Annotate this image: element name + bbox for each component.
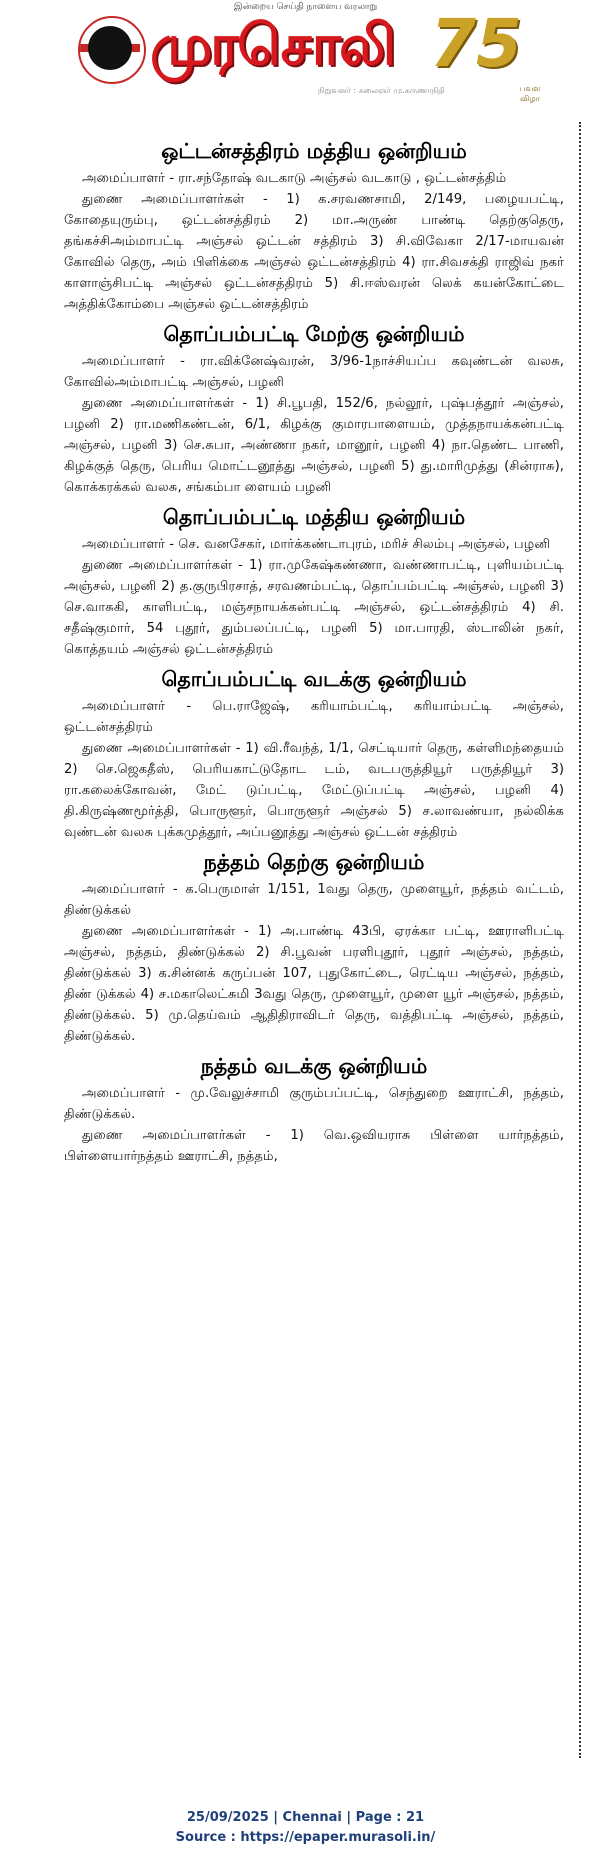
organizer-paragraph: அமைப்பாளர் - ரா.விக்னேஷ்வரன், 3/96-1நாச்சியப்ப கவுண்டன் வலசு, கோவில்அம்மாபட்டி அஞ்சல், பழனி — [64, 354, 564, 390]
party-emblem-logo — [78, 16, 146, 84]
section-heading: நத்தம் தெற்கு ஒன்றியம் — [203, 850, 425, 874]
masthead — [0, 0, 611, 112]
organizer-paragraph: அமைப்பாளர் - ரா.சந்தோஷ் வடகாடு அஞ்சல் வடகாடு , ஒட்டன்சத்திம் — [82, 171, 507, 186]
deputy-organizers-paragraph: துணை அமைப்பாளர்கள் - 1) ரா.முகேஷ்கண்ணா, வண்ணாபட்டி, புளியம்பட்டி அஞ்சல், பழனி 2) த.குருபிரசாத், சரவணம்பட்டி, தொப்பம்பட்டி அஞ்சல், பழனி 3) செ.வாசுகி, காளிபட்டி, மஞ்சநாயக்கன்பட்டி அஞ்சல், ஒட்டன்சத்திரம் 4) சி. சதீஷ்குமார், 54 புதூர், தும்பலப்பட்டி, பழனி 5) மா.பாரதி, ஸ்டாலின் நகர், கொத்தயம் அஞ்சல் ஒட்டன்சத்திரம் — [64, 558, 564, 657]
newspaper-title: முரசொலி — [150, 13, 394, 78]
section-heading: தொப்பம்பட்டி மேற்கு ஒன்றியம் — [163, 322, 465, 346]
deputy-organizers-paragraph: துணை அமைப்பாளர்கள் - 1) அ.பாண்டி 43பி, ஏரக்கா பட்டி, ஊராளிபட்டி அஞ்சல், நத்தம், திண்டுக்கல் 2) சி.பூவன் பரளிபுதூர், புதூர் அஞ்சல், நத்தம், திண்டுக்கல் 3) க.சின்னக் கருப்பன் 107, புதுகோட்டை, ரெட்டிய அஞ்சல், நத்தம், திண் டுக்கல் 4) ச.மகாலெட்சுமி 3வது தெரு, முளையூர், முளை யூர் அஞ்சல், நத்தம், திண்டுக்கல். 5) மு.தெய்வம் ஆதிதிராவிடர் தெரு, வத்திபட்டி அஞ்சல், நத்தம், திண்டுக்கல். — [64, 924, 564, 1044]
dateline: 25/09/2025 | Chennai | Page : 21 — [186, 1810, 425, 1825]
right-dotted-border — [579, 122, 581, 1758]
section-heading: ஒட்டன்சத்திரம் மத்திய ஒன்றியம் — [161, 139, 467, 163]
section-heading: தொப்பம்பட்டி மத்திய ஒன்றியம் — [162, 505, 466, 529]
page-footer — [0, 1808, 611, 1848]
deputy-organizers-paragraph: துணை அமைப்பாளர்கள் - 1) க.சரவணசாமி, 2/149, பழையபட்டி, கோதையுரும்பு, ஒட்டன்சத்திரம் 2) மா.அருண் பாண்டி தெற்குதெரு, தங்கச்சிஅம்மாபட்டி அஞ்சல் ஒட்டன் சத்திரம் 3) சி.விவேகா 2/17-மாயவன் கோவில் தெரு, அம் பிளிக்கை அஞ்சல் ஒட்டன்சத்திரம் 4) ரா.சிவசக்தி ராஜிவ் நகர் காளாஞ்சிபட்டி அஞ்சல் ஒட்டன்சத்திரம் 5) சி.ஈஸ்வரன் லெக் கயன்கோட்டை அத்திக்கோம்பை அஞ்சல் ஒட்டன்சத்திரம் — [64, 192, 564, 312]
organizer-paragraph: அமைப்பாளர் - பெ.ராஜேஷ், கரியாம்பட்டி, கரியாம்பட்டி அஞ்சல், ஒட்டன்சத்திரம் — [64, 699, 564, 735]
deputy-organizers-paragraph: துணை அமைப்பாளர்கள் - 1) வி.ரீவந்த், 1/1, செட்டியார் தெரு, கள்ளிமந்தையம் 2) செ.ஜெகதீஸ், பெரியகாட்டுதோட டம், வடபருத்தியூர் பருத்தியூர் 3) ரா.கலைக்கோவன், மேட் டுப்பட்டி, மேட்டுப்பட்டி அஞ்சல், பழனி 4) தி.கிருஷ்ணமூர்த்தி, பொருளூர், பொருளூர் அஞ்சல் 5) ச.லாவண்யா, நல்லிக்க வுண்டன் வலசு புக்கமுத்தூர், அப்பனூத்து அஞ்சல் ஒட்டன் சத்திரம் — [64, 741, 564, 840]
section-heading: நத்தம் வடக்கு ஒன்றியம் — [200, 1054, 428, 1078]
deputy-organizers-paragraph: துணை அமைப்பாளர்கள் - 1) சி.பூபதி, 152/6, நல்லூர், புஷ்பத்தூர் அஞ்சல், பழனி 2) ரா.மணிகண்டன், 6/1, கிழக்கு குமாரபாளையம், முத்தநாயக்கன்பட்டி அஞ்சல், பழனி 3) செ.சுபா, அண்ணா நகர், மானூர், பழனி 4) நா.தெண்ட பாணி, கிழக்குத் தெரு, பெரிய மொட்டனூத்து அஞ்சல், பழனி 5) து.மாரிமுத்து (சின்ராசு), கொக்கரக்கல் வலசு, சங்கம்பா ளையம் பழனி — [64, 396, 564, 495]
organizer-paragraph: அமைப்பாளர் - செ. வனசேகர், மார்க்கண்டாபுரம், மரிச் சிலம்பு அஞ்சல், பழனி — [82, 537, 551, 552]
anniversary-subtitle: பவள விழா — [519, 84, 541, 103]
founder-line: நிறுவனர் : கலைஞர் மு.கருணாநிதி — [318, 86, 445, 95]
source-link[interactable]: Source : https://epaper.murasoli.in/ — [175, 1830, 436, 1845]
emblem-center — [88, 26, 132, 70]
organizer-paragraph: அமைப்பாளர் - க.பெருமாள் 1/151, 1வது தெரு, முளையூர், நத்தம் வட்டம், திண்டுக்கல் — [64, 882, 564, 918]
tagline: இன்றைய செய்தி நாளைய வரலாறு — [233, 2, 378, 12]
section-heading: தொப்பம்பட்டி வடக்கு ஒன்றியம் — [161, 667, 467, 691]
article-body — [64, 132, 564, 1167]
article-clipping — [46, 122, 581, 1758]
organizer-paragraph: அமைப்பாளர் - மு.வேலுச்சாமி குரும்பப்பட்டி, செந்துறை ஊராட்சி, நத்தம், திண்டுக்கல். — [64, 1086, 564, 1122]
deputy-organizers-paragraph: துணை அமைப்பாளர்கள் - 1) வெ.ஒவியராசு பிள்ளை யார்நத்தம், பிள்ளையார்நத்தம் ஊராட்சி, நத்தம், — [64, 1128, 564, 1164]
anniversary-badge: 75 — [430, 5, 522, 82]
